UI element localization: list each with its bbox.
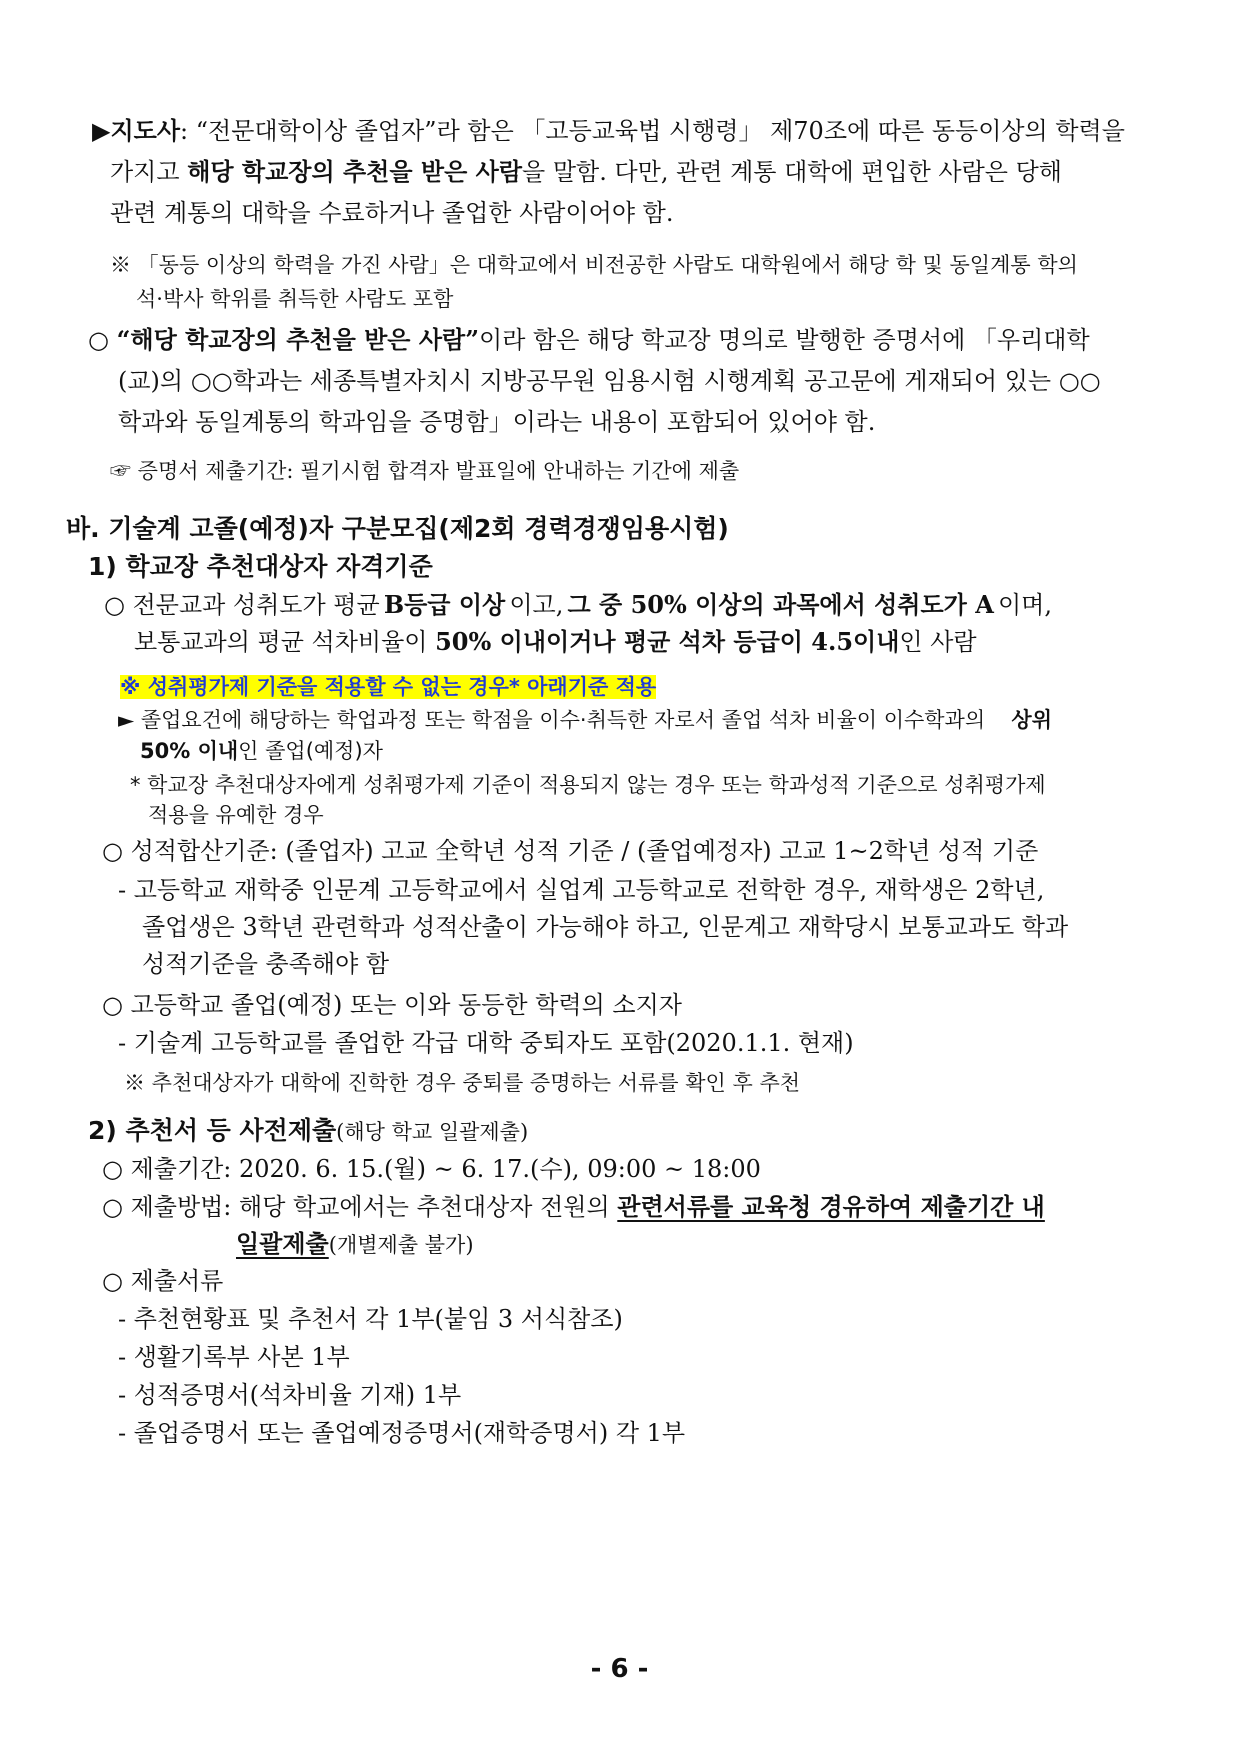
- dropout-proof-note: ※ 추천대상자가 대학에 진학한 경우 중퇴를 증명하는 서류를 확인 후 추천: [124, 1071, 801, 1095]
- recommend-def-line-1: [88, 323, 1090, 357]
- criteria-grade-a: 그 중 50% 이상의 과목에서 성취도가 A: [567, 590, 994, 619]
- recommend-def-text-1: 이라 함은 해당 학교장 명의로 발행한 증명서에 「우리대학: [479, 326, 1090, 354]
- jidosa-text-1: : “전문대학이상 졸업자”라 함은 「고등교육법 시행령」 제70조에 따른 동등이상의 학력을: [180, 117, 1125, 145]
- jidosa-text-2c: 을 말함. 다만, 관련 계통 대학에 편입한 사람은 당해: [522, 158, 1062, 186]
- document-item-1: - 추천현황표 및 추천서 각 1부(붙임 3 서식참조): [118, 1305, 623, 1333]
- score-basis-line: ○ 성적합산기준: (졸업자) 고교 全학년 성적 기준 / (졸업예정자) 고교 1~2학년 성적 기준: [102, 837, 1039, 865]
- batch-submission-emphasis: 일괄제출: [236, 1229, 329, 1258]
- subsection-2-title-main: 2) 추천서 등 사전제출: [88, 1116, 337, 1145]
- asterisk-note-1: * 학교장 추천대상자에게 성취평가제 기준이 적용되지 않는 경우 또는 학과성적 기준으로 성취평가제: [130, 773, 1046, 797]
- certificate-submission-note: ☞ 증명서 제출기간: 필기시험 합격자 발표일에 안내하는 기간에 제출: [110, 459, 740, 483]
- jidosa-line-2: [110, 155, 1062, 189]
- criteria-grade-b: B등급 이상: [383, 590, 506, 619]
- recommend-def-line-2: (교)의 ○○학과는 세종특별자치시 지방공무원 임용시험 시행계획 공고문에 게재되어 있는 ○○: [118, 367, 1101, 395]
- alt-criteria-text-2: 인 졸업(예정)자: [238, 739, 383, 763]
- alt-criteria-top: 상위: [1011, 708, 1052, 732]
- alt-criteria-line-2: [140, 736, 383, 766]
- submission-method-line-2: [236, 1227, 474, 1261]
- transfer-note-line-1: - 고등학교 재학중 인문계 고등학교에서 실업계 고등학교로 전학한 경우, 재학생은 2학년,: [118, 876, 1045, 904]
- alt-criteria-line-1: [118, 705, 1052, 735]
- subsection-1-title: 1) 학교장 추천대상자 자격기준: [88, 552, 433, 581]
- equivalence-note-1: ※ 「동등 이상의 학력을 가진 사람」은 대학교에서 비전공한 사람도 대학원에서 해당 학 및 동일계통 학의: [110, 253, 1078, 277]
- submission-method-text: ○ 제출방법: 해당 학교에서는 추천대상자 전원의: [102, 1193, 618, 1221]
- criteria-text-1c: 이고,: [509, 591, 564, 619]
- document-item-2: - 생활기록부 사본 1부: [118, 1343, 350, 1371]
- jidosa-line-1: [92, 114, 1125, 148]
- criteria-line-1: [104, 588, 1052, 622]
- jidosa-emphasis: 해당 학교장의 추천을 받은 사람: [187, 157, 523, 186]
- documents-heading: ○ 제출서류: [102, 1267, 224, 1295]
- criteria-line-2: [134, 625, 977, 659]
- section-title-ba: 바. 기술계 고졸(예정)자 구분모집(제2회 경력경쟁임용시험): [66, 514, 729, 543]
- subsection-2-title: [88, 1114, 528, 1148]
- pointer-icon: ▶: [92, 117, 111, 145]
- jidosa-label: 지도사: [110, 116, 181, 145]
- transfer-note-line-3: 성적기준을 충족해야 함: [142, 950, 390, 978]
- criteria-text-2a: 보통교과의 평균 석차비율이: [134, 628, 436, 656]
- alt-criteria-percent: 50% 이내: [140, 739, 239, 763]
- equivalence-note-2: 석·박사 학위를 취득한 사람도 포함: [136, 287, 454, 311]
- subsection-2-title-note: (해당 학교 일괄제출): [336, 1120, 529, 1144]
- criteria-text-1a: ○ 전문교과 성취도가 평균: [104, 591, 380, 619]
- submission-method-line-1: [102, 1190, 1045, 1224]
- highlighted-note: [120, 672, 656, 702]
- recommend-def-emphasis: “해당 학교장의 추천을 받은 사람”: [116, 325, 480, 354]
- transfer-note-line-2: 졸업생은 3학년 관련학과 성적산출이 가능해야 하고, 인문계고 재학당시 보통교과도 학과: [142, 913, 1069, 941]
- criteria-text-2c: 인 사람: [899, 628, 977, 656]
- page-number: - 6 -: [590, 1654, 649, 1684]
- dropout-included: - 기술계 고등학교를 졸업한 각급 대학 중퇴자도 포함(2020.1.1. 현재): [118, 1029, 854, 1057]
- submission-method-emphasis: 관련서류를 교육청 경유하여 제출기간 내: [617, 1192, 1045, 1221]
- graduation-requirement: ○ 고등학교 졸업(예정) 또는 이와 동등한 학력의 소지자: [102, 991, 682, 1019]
- jidosa-text-2a: 가지고: [110, 158, 188, 186]
- criteria-rank-emphasis: 50% 이내이거나 평균 석차 등급이 4.5이내: [435, 627, 900, 656]
- individual-submission-note: (개별제출 불가): [328, 1233, 474, 1257]
- document-item-4: - 졸업증명서 또는 졸업예정증명서(재학증명서) 각 1부: [118, 1419, 686, 1447]
- highlighted-note-text: ※ 성취평가제 기준을 적용할 수 없는 경우* 아래기준 적용: [120, 675, 657, 699]
- jidosa-line-3: 관련 계통의 대학을 수료하거나 졸업한 사람이어야 함.: [110, 199, 674, 227]
- alt-criteria-text-1: ► 졸업요건에 해당하는 학업과정 또는 학점을 이수·취득한 자로서 졸업 석차 비율이 이수학과의: [118, 708, 986, 732]
- circle-bullet: ○: [88, 326, 117, 354]
- recommend-def-line-3: 학과와 동일계통의 학과임을 증명함」이라는 내용이 포함되어 있어야 함.: [118, 408, 876, 436]
- asterisk-note-2: 적용을 유예한 경우: [148, 803, 324, 827]
- criteria-text-1e: 이며,: [997, 591, 1052, 619]
- submission-period: ○ 제출기간: 2020. 6. 15.(월) ~ 6. 17.(수), 09:00 ~ 18:00: [102, 1155, 761, 1183]
- document-item-3: - 성적증명서(석차비율 기재) 1부: [118, 1381, 462, 1409]
